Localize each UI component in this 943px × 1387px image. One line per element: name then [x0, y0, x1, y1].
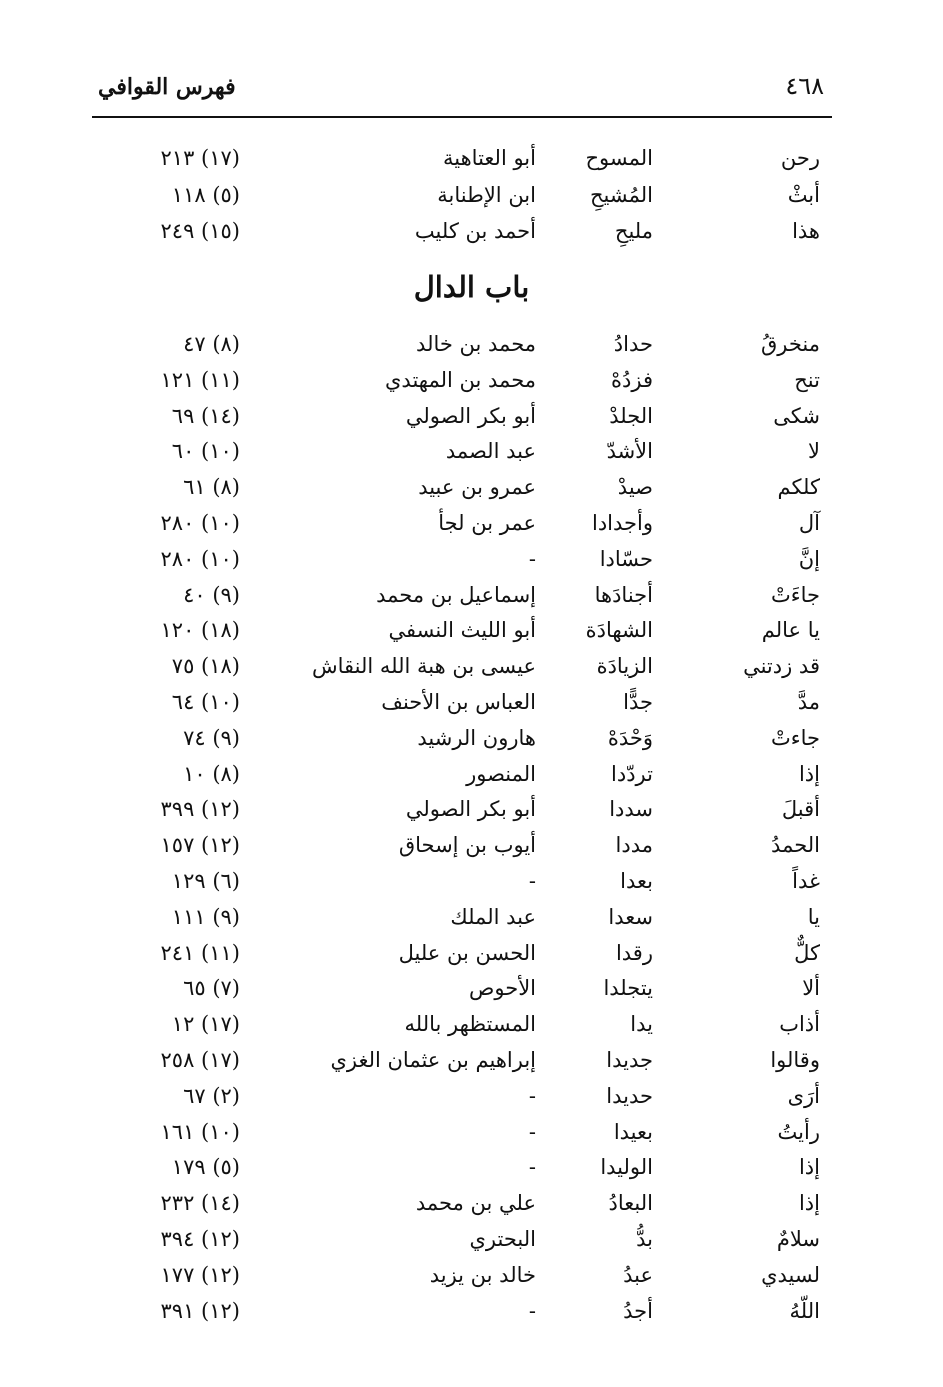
rhyme-word: البعادُ — [608, 1191, 653, 1216]
rhyme-word: جدًّا — [623, 690, 653, 714]
rhyme-word: الشهادَة — [585, 618, 653, 643]
rhyme-word: بعيدا — [613, 1119, 653, 1144]
index-row — [0, 756, 943, 792]
index-row — [0, 1257, 943, 1293]
rhyme-word: المسوح — [585, 146, 653, 170]
page-reference: (١٧) ١٢ — [171, 1012, 240, 1037]
index-row — [0, 1042, 943, 1078]
poet-name: أحمد بن كليب — [414, 219, 536, 243]
poet-name: العباس بن الأحنف — [381, 690, 536, 714]
page-reference: (٩) ٧٤ — [183, 725, 240, 750]
page-reference: (١٧) ٢٥٨ — [160, 1048, 240, 1072]
index-row — [0, 398, 943, 434]
verse-opening: ألا — [802, 976, 820, 1001]
rhyme-word: الأشدّ — [606, 439, 653, 464]
poet-name: أبو بكر الصولي — [405, 403, 536, 428]
rhyme-word: أجنادَها — [594, 582, 653, 607]
page-reference: (١٠) ٢٨٠ — [160, 511, 240, 535]
page-reference: (٨) ٤٧ — [183, 332, 240, 356]
rhyme-word: سددا — [609, 797, 653, 822]
verse-opening: لسيدي — [761, 1262, 820, 1287]
index-row — [0, 899, 943, 935]
index-row — [0, 177, 943, 213]
poet-name: المستظهر بالله — [404, 1012, 536, 1037]
page-reference: (١٠) ١٦١ — [160, 1119, 240, 1144]
rhyme-word: جديدا — [606, 1048, 653, 1072]
rhyme-word: يتجلدا — [603, 976, 653, 1001]
verse-opening: غداً — [792, 869, 820, 893]
rhyme-word: بعدا — [620, 869, 653, 893]
verse-opening: أرَى — [787, 1083, 820, 1108]
poet-name: إسماعيل بن محمد — [376, 582, 536, 607]
page-reference: (٧) ٦٥ — [183, 976, 240, 1001]
running-title: فهرس القوافي — [98, 74, 236, 100]
page-reference: (١٤) ٢٣٢ — [160, 1191, 240, 1216]
poet-name: أبو بكر الصولي — [405, 797, 536, 822]
index-row — [0, 970, 943, 1006]
page-reference: (٥) ١٧٩ — [171, 1155, 240, 1180]
index-row — [0, 1006, 943, 1042]
verse-opening: آل — [798, 511, 820, 535]
poet-name: إبراهيم بن عثمان الغزي — [330, 1048, 536, 1072]
index-row — [0, 791, 943, 827]
poet-name: عمرو بن عبيد — [418, 475, 536, 500]
index-row — [0, 1114, 943, 1150]
verse-opening: جاءَتْ — [770, 582, 820, 607]
verse-opening: مدَّ — [797, 690, 820, 714]
page-reference: (١١) ٢٤١ — [160, 940, 240, 965]
rhyme-word: حدادُ — [613, 332, 653, 356]
poet-name: - — [528, 869, 536, 893]
index-row — [0, 1078, 943, 1114]
page-reference: (٢) ٦٧ — [183, 1083, 240, 1108]
verse-opening: أبثْ — [787, 182, 820, 207]
verse-opening: يا عالم — [761, 618, 820, 643]
page-reference: (١٧) ٢١٣ — [160, 146, 240, 170]
page-reference: (٥) ١١٨ — [171, 182, 240, 207]
verse-opening: شكى — [773, 403, 820, 428]
index-row — [0, 648, 943, 684]
index-row — [0, 935, 943, 971]
page-reference: (٨) ١٠ — [183, 761, 240, 786]
page-reference: (١٢) ١٧٧ — [160, 1262, 240, 1287]
poet-name: - — [528, 1155, 536, 1180]
rhyme-word: الجلدْ — [609, 403, 653, 428]
poet-name: عبد الملك — [450, 904, 536, 929]
index-row — [0, 1293, 943, 1329]
poet-name: الأحوص — [468, 976, 536, 1001]
rhyme-word: حسّادا — [599, 546, 653, 571]
index-row — [0, 213, 943, 249]
rhyme-word: تردّدا — [611, 761, 653, 786]
index-row — [0, 326, 943, 362]
poet-name: - — [528, 546, 536, 571]
page-reference: (١٠) ٦٠ — [171, 439, 240, 464]
rhyme-word: سعدا — [608, 904, 653, 929]
rhyme-word: الزيادَة — [596, 654, 653, 679]
poet-name: - — [528, 1119, 536, 1144]
page-reference: (٩) ٤٠ — [183, 582, 240, 607]
verse-opening: منخرقُ — [760, 332, 820, 356]
index-row — [0, 827, 943, 863]
header-rule — [92, 116, 832, 118]
rhyme-word: يدا — [630, 1012, 653, 1037]
page-reference: (١٠) ٦٤ — [171, 690, 240, 714]
index-row — [0, 541, 943, 577]
index-row — [0, 577, 943, 613]
page-reference: (١٨) ١٢٠ — [160, 618, 240, 643]
index-row — [0, 1185, 943, 1221]
poet-name: عيسى بن هبة الله النقاش — [312, 654, 536, 679]
rhyme-word: وأجدادا — [591, 511, 653, 535]
poet-name: البحتري — [469, 1227, 536, 1251]
index-row — [0, 684, 943, 720]
poet-name: عمر بن لجأ — [438, 511, 536, 535]
index-row — [0, 863, 943, 899]
verse-opening: إذا — [798, 761, 820, 786]
verse-opening: رحن — [780, 146, 820, 170]
page-reference: (٨) ٦١ — [183, 475, 240, 500]
verse-opening: الحمدُ — [771, 833, 820, 858]
index-row — [0, 1149, 943, 1185]
rhyme-word: الوليدا — [600, 1155, 653, 1180]
page-reference: (١٢) ٣٩١ — [160, 1298, 240, 1323]
page-reference: (٦) ١٢٩ — [171, 869, 240, 893]
verse-opening: قد زدتني — [743, 654, 820, 679]
verse-opening: أذاب — [779, 1012, 820, 1037]
poet-name: المنصور — [466, 761, 536, 786]
page-reference: (١٥) ٢٤٩ — [160, 219, 240, 243]
verse-opening: كلٌّ — [794, 940, 820, 965]
verse-opening: أقبلَ — [781, 797, 820, 822]
verse-opening: يا — [807, 904, 820, 929]
poet-name: - — [528, 1298, 536, 1323]
poet-name: أبو العتاهية — [443, 146, 536, 170]
index-row — [0, 362, 943, 398]
poet-name: محمد بن المهتدي — [385, 367, 536, 392]
page-reference: (١٢) ١٥٧ — [160, 833, 240, 858]
poet-name: خالد بن يزيد — [429, 1262, 536, 1287]
section-heading: باب الدال — [413, 270, 530, 304]
poet-name: ابن الإطنابة — [437, 182, 536, 207]
verse-opening: إذا — [798, 1155, 820, 1180]
rhyme-word: مددا — [615, 833, 653, 858]
verse-opening: لا — [808, 439, 820, 464]
rhyme-word: المُشيحِ — [590, 182, 653, 207]
poet-name: - — [528, 1083, 536, 1108]
verse-opening: رأيتُ — [777, 1119, 820, 1144]
rhyme-word: مليحِ — [614, 219, 653, 243]
page-reference: (٩) ١١١ — [171, 904, 240, 929]
rhyme-word: أجدُ — [623, 1298, 653, 1323]
verse-opening: وقالوا — [770, 1048, 820, 1072]
page-reference: (١٠) ٢٨٠ — [160, 546, 240, 571]
verse-opening: إنَّ — [798, 546, 820, 571]
poet-name: أبو الليث النسفي — [388, 618, 536, 643]
index-row — [0, 505, 943, 541]
verse-opening: تنح — [794, 367, 820, 392]
rhyme-word: فزدُهْ — [611, 367, 653, 392]
rhyme-word: رقدا — [615, 940, 653, 965]
poet-name: علي بن محمد — [415, 1191, 536, 1216]
poet-name: هارون الرشيد — [417, 725, 536, 750]
page-reference: (١٢) ٣٩٩ — [160, 797, 240, 822]
poet-name: عبد الصمد — [445, 439, 536, 464]
index-row — [0, 612, 943, 648]
poet-name: أيوب بن إسحاق — [398, 833, 536, 858]
verse-opening: هذا — [792, 219, 820, 243]
index-row — [0, 1221, 943, 1257]
page-reference: (١١) ١٢١ — [160, 367, 240, 392]
page-header — [92, 68, 832, 108]
verse-opening: سلامٌ — [776, 1227, 820, 1251]
index-row — [0, 469, 943, 505]
page-reference: (١٤) ٦٩ — [171, 403, 240, 428]
page-number: ٤٦٨ — [785, 72, 824, 100]
page-reference: (١٨) ٧٥ — [171, 654, 240, 679]
index-row — [0, 720, 943, 756]
rhyme-word: صيدْ — [617, 475, 653, 500]
rhyme-word: بدُّ — [636, 1227, 653, 1251]
index-row — [0, 140, 943, 176]
page-reference: (١٢) ٣٩٤ — [160, 1227, 240, 1251]
rhyme-word: وَحْدَهْ — [607, 725, 653, 750]
verse-opening: كلكم — [777, 475, 820, 500]
verse-opening: جاءتْ — [770, 725, 820, 750]
poet-name: الحسن بن عليل — [398, 940, 536, 965]
poet-name: محمد بن خالد — [416, 332, 536, 356]
verse-opening: اللّهُ — [789, 1298, 820, 1323]
rhyme-word: عبدُ — [623, 1262, 653, 1287]
index-row — [0, 433, 943, 469]
rhyme-word: حديدا — [606, 1083, 653, 1108]
verse-opening: إذا — [798, 1191, 820, 1216]
